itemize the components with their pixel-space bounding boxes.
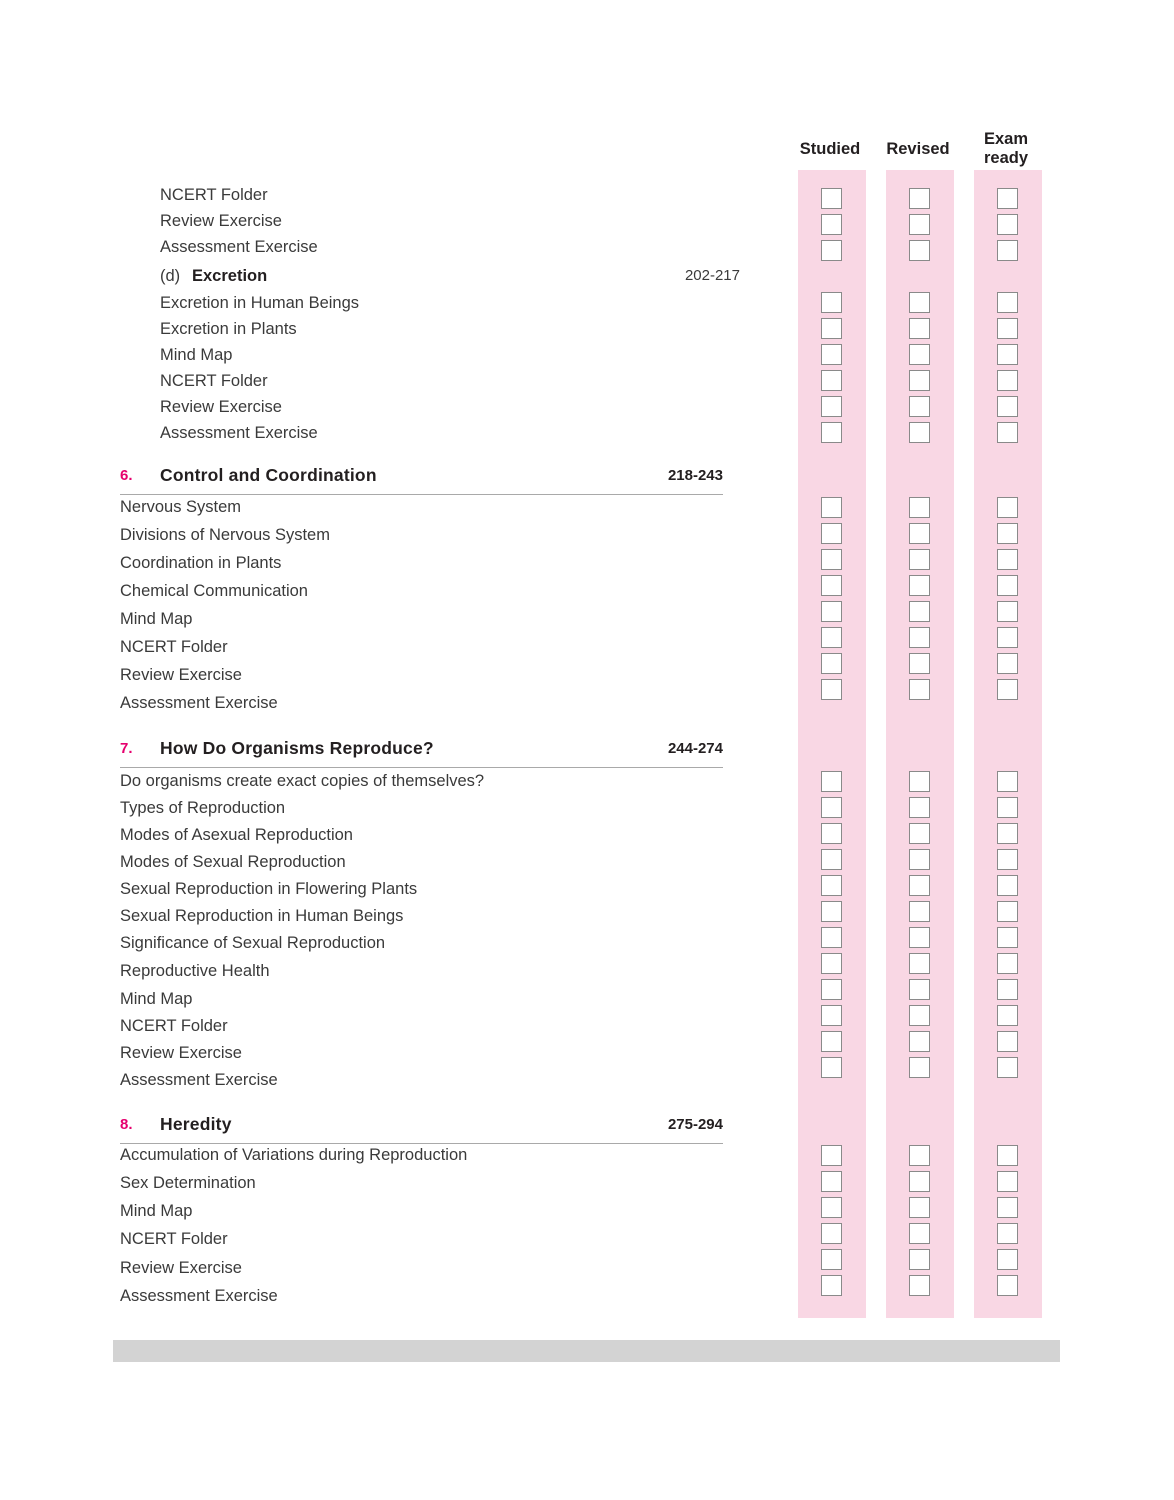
checkbox-revised-34[interactable] bbox=[909, 1275, 930, 1296]
list-item bbox=[120, 768, 740, 794]
column-header-studied: Studied bbox=[799, 140, 861, 158]
checkbox-exam-ready-10[interactable] bbox=[997, 523, 1018, 544]
checkbox-exam-ready-16[interactable] bbox=[997, 679, 1018, 700]
checkbox-exam-ready-2[interactable] bbox=[997, 240, 1018, 261]
checkbox-studied-24[interactable] bbox=[821, 953, 842, 974]
checkbox-studied-25[interactable] bbox=[821, 979, 842, 1000]
checkbox-revised-9[interactable] bbox=[909, 497, 930, 518]
checkbox-studied-27[interactable] bbox=[821, 1031, 842, 1052]
checkbox-studied-16[interactable] bbox=[821, 679, 842, 700]
list-item bbox=[120, 1040, 740, 1066]
checkbox-exam-ready-24[interactable] bbox=[997, 953, 1018, 974]
list-item-label: NCERT Folder bbox=[160, 372, 268, 390]
list-item bbox=[120, 494, 740, 520]
chapter-title: How Do Organisms Reproduce? bbox=[160, 738, 434, 758]
list-item bbox=[120, 822, 740, 848]
checkbox-exam-ready-7[interactable] bbox=[997, 396, 1018, 417]
checkbox-studied-11[interactable] bbox=[821, 549, 842, 570]
list-item-label: Coordination in Plants bbox=[120, 554, 282, 572]
checkbox-revised-6[interactable] bbox=[909, 370, 930, 391]
checkbox-exam-ready-22[interactable] bbox=[997, 901, 1018, 922]
chapter-page-range: 275-294 bbox=[667, 1116, 723, 1133]
checkbox-studied-2[interactable] bbox=[821, 240, 842, 261]
list-item bbox=[120, 1283, 740, 1309]
list-item bbox=[120, 1142, 740, 1168]
checkbox-revised-21[interactable] bbox=[909, 875, 930, 896]
column-header-exam-ready-line1: Exam bbox=[983, 130, 1029, 148]
checkbox-exam-ready-18[interactable] bbox=[997, 797, 1018, 818]
checkbox-studied-0[interactable] bbox=[821, 188, 842, 209]
checkbox-studied-7[interactable] bbox=[821, 396, 842, 417]
checkbox-studied-6[interactable] bbox=[821, 370, 842, 391]
checkbox-exam-ready-23[interactable] bbox=[997, 927, 1018, 948]
list-item bbox=[120, 1198, 740, 1224]
list-item bbox=[120, 849, 740, 875]
checkbox-studied-26[interactable] bbox=[821, 1005, 842, 1026]
list-item bbox=[120, 903, 740, 929]
chapter-title: Control and Coordination bbox=[160, 465, 377, 485]
checkbox-studied-32[interactable] bbox=[821, 1223, 842, 1244]
list-item-label: Review Exercise bbox=[120, 1044, 242, 1062]
list-item-label: Chemical Communication bbox=[120, 582, 308, 600]
chapter-number: 8. bbox=[120, 1116, 133, 1133]
list-item-label: Modes of Asexual Reproduction bbox=[120, 826, 353, 844]
list-item-label: Assessment Exercise bbox=[160, 424, 318, 442]
checkbox-studied-31[interactable] bbox=[821, 1197, 842, 1218]
chapter-heading bbox=[120, 1113, 723, 1144]
checkbox-revised-11[interactable] bbox=[909, 549, 930, 570]
checkbox-studied-22[interactable] bbox=[821, 901, 842, 922]
list-item-label: Do organisms create exact copies of themselves? bbox=[120, 772, 485, 790]
checkbox-revised-15[interactable] bbox=[909, 653, 930, 674]
checkbox-studied-18[interactable] bbox=[821, 797, 842, 818]
checkbox-revised-26[interactable] bbox=[909, 1005, 930, 1026]
checkbox-studied-10[interactable] bbox=[821, 523, 842, 544]
checkbox-revised-28[interactable] bbox=[909, 1057, 930, 1078]
list-item bbox=[120, 208, 740, 234]
sub-chapter-letter: (d) bbox=[160, 267, 181, 285]
checkbox-studied-33[interactable] bbox=[821, 1249, 842, 1270]
checkbox-revised-22[interactable] bbox=[909, 901, 930, 922]
column-header-exam-ready bbox=[966, 130, 1046, 168]
list-item bbox=[120, 342, 740, 368]
checkbox-revised-33[interactable] bbox=[909, 1249, 930, 1270]
checkbox-exam-ready-25[interactable] bbox=[997, 979, 1018, 1000]
checkbox-studied-3[interactable] bbox=[821, 292, 842, 313]
checkbox-exam-ready-28[interactable] bbox=[997, 1057, 1018, 1078]
list-item bbox=[120, 606, 740, 632]
checkbox-exam-ready-27[interactable] bbox=[997, 1031, 1018, 1052]
chapter-page-range: 244-274 bbox=[667, 740, 723, 757]
list-item bbox=[120, 234, 740, 260]
checkbox-exam-ready-34[interactable] bbox=[997, 1275, 1018, 1296]
list-item bbox=[120, 930, 740, 956]
checkbox-studied-12[interactable] bbox=[821, 575, 842, 596]
list-item-label: Review Exercise bbox=[120, 1259, 242, 1277]
checkbox-studied-30[interactable] bbox=[821, 1171, 842, 1192]
list-item-label: Excretion in Human Beings bbox=[160, 294, 360, 312]
checkbox-exam-ready-30[interactable] bbox=[997, 1171, 1018, 1192]
list-item bbox=[120, 986, 740, 1012]
checkbox-studied-8[interactable] bbox=[821, 422, 842, 443]
list-item bbox=[120, 420, 740, 446]
list-item-label: NCERT Folder bbox=[120, 638, 228, 656]
checkbox-revised-18[interactable] bbox=[909, 797, 930, 818]
list-item bbox=[120, 634, 740, 660]
checkbox-revised-1[interactable] bbox=[909, 214, 930, 235]
checkbox-studied-29[interactable] bbox=[821, 1145, 842, 1166]
checkbox-revised-2[interactable] bbox=[909, 240, 930, 261]
checkbox-revised-3[interactable] bbox=[909, 292, 930, 313]
checkbox-revised-25[interactable] bbox=[909, 979, 930, 1000]
list-item-label: Accumulation of Variations during Reproduction bbox=[120, 1146, 468, 1164]
checkbox-exam-ready-17[interactable] bbox=[997, 771, 1018, 792]
list-item bbox=[120, 290, 740, 316]
checklist-column-headers bbox=[790, 128, 1050, 168]
list-item-label: NCERT Folder bbox=[160, 186, 268, 204]
list-item bbox=[120, 876, 740, 902]
list-item-label: Divisions of Nervous System bbox=[120, 526, 330, 544]
checkbox-revised-14[interactable] bbox=[909, 627, 930, 648]
checkbox-studied-21[interactable] bbox=[821, 875, 842, 896]
checkbox-studied-14[interactable] bbox=[821, 627, 842, 648]
checkbox-studied-19[interactable] bbox=[821, 823, 842, 844]
checkbox-revised-24[interactable] bbox=[909, 953, 930, 974]
checkbox-studied-20[interactable] bbox=[821, 849, 842, 870]
checkbox-revised-10[interactable] bbox=[909, 523, 930, 544]
checkbox-studied-4[interactable] bbox=[821, 318, 842, 339]
checkbox-column-revised bbox=[886, 170, 954, 1318]
list-item bbox=[120, 662, 740, 688]
checkbox-studied-28[interactable] bbox=[821, 1057, 842, 1078]
checkbox-exam-ready-11[interactable] bbox=[997, 549, 1018, 570]
list-item-label: Review Exercise bbox=[160, 212, 282, 230]
checkbox-studied-34[interactable] bbox=[821, 1275, 842, 1296]
checkbox-exam-ready-9[interactable] bbox=[997, 497, 1018, 518]
checkbox-revised-32[interactable] bbox=[909, 1223, 930, 1244]
list-item bbox=[120, 958, 740, 984]
checkbox-studied-15[interactable] bbox=[821, 653, 842, 674]
checkbox-exam-ready-1[interactable] bbox=[997, 214, 1018, 235]
list-item-label: Assessment Exercise bbox=[120, 1071, 278, 1089]
list-item-label: Review Exercise bbox=[120, 666, 242, 684]
column-header-revised: Revised bbox=[886, 140, 950, 158]
list-item bbox=[120, 1226, 740, 1252]
list-item bbox=[120, 316, 740, 342]
sub-chapter-page-range: 202-217 bbox=[684, 267, 740, 284]
checkbox-exam-ready-19[interactable] bbox=[997, 823, 1018, 844]
list-item-label: NCERT Folder bbox=[120, 1017, 228, 1035]
checkbox-exam-ready-32[interactable] bbox=[997, 1223, 1018, 1244]
checkbox-revised-19[interactable] bbox=[909, 823, 930, 844]
checkbox-exam-ready-0[interactable] bbox=[997, 188, 1018, 209]
checkbox-exam-ready-5[interactable] bbox=[997, 344, 1018, 365]
list-item-label: Nervous System bbox=[120, 498, 242, 516]
checkbox-column-exam-ready bbox=[974, 170, 1042, 1318]
list-item bbox=[120, 690, 740, 716]
chapter-number: 7. bbox=[120, 740, 133, 757]
list-item bbox=[120, 394, 740, 420]
checkbox-revised-13[interactable] bbox=[909, 601, 930, 622]
checkbox-exam-ready-3[interactable] bbox=[997, 292, 1018, 313]
checkbox-exam-ready-29[interactable] bbox=[997, 1145, 1018, 1166]
list-item-label: Assessment Exercise bbox=[120, 1287, 278, 1305]
checkbox-exam-ready-8[interactable] bbox=[997, 422, 1018, 443]
checkbox-exam-ready-6[interactable] bbox=[997, 370, 1018, 391]
checkbox-revised-12[interactable] bbox=[909, 575, 930, 596]
checkbox-exam-ready-13[interactable] bbox=[997, 601, 1018, 622]
chapter-heading bbox=[120, 464, 723, 495]
chapter-page-range: 218-243 bbox=[667, 467, 723, 484]
sub-chapter-title: Excretion bbox=[192, 267, 268, 285]
list-item-label: Mind Map bbox=[120, 990, 193, 1008]
checkbox-studied-5[interactable] bbox=[821, 344, 842, 365]
list-item bbox=[120, 1170, 740, 1196]
list-item bbox=[120, 550, 740, 576]
checkbox-revised-5[interactable] bbox=[909, 344, 930, 365]
checkbox-studied-17[interactable] bbox=[821, 771, 842, 792]
list-item bbox=[120, 578, 740, 604]
checkbox-revised-16[interactable] bbox=[909, 679, 930, 700]
list-item-label: Modes of Sexual Reproduction bbox=[120, 853, 346, 871]
list-item bbox=[120, 1013, 740, 1039]
list-item-label: Sexual Reproduction in Flowering Plants bbox=[120, 880, 418, 898]
checkbox-revised-30[interactable] bbox=[909, 1171, 930, 1192]
list-item-label: Reproductive Health bbox=[120, 962, 270, 980]
list-item-label: Assessment Exercise bbox=[120, 694, 278, 712]
chapter-heading bbox=[120, 737, 723, 768]
sub-chapter-heading bbox=[120, 263, 740, 289]
checkbox-revised-23[interactable] bbox=[909, 927, 930, 948]
checkbox-revised-27[interactable] bbox=[909, 1031, 930, 1052]
checkbox-exam-ready-20[interactable] bbox=[997, 849, 1018, 870]
list-item-label: Excretion in Plants bbox=[160, 320, 297, 338]
chapter-number: 6. bbox=[120, 467, 133, 484]
list-item-label: Sex Determination bbox=[120, 1174, 256, 1192]
list-item-label: Mind Map bbox=[160, 346, 233, 364]
checkbox-revised-29[interactable] bbox=[909, 1145, 930, 1166]
list-item-label: Significance of Sexual Reproduction bbox=[120, 934, 386, 952]
list-item bbox=[120, 368, 740, 394]
checkbox-column-studied bbox=[798, 170, 866, 1318]
checkbox-exam-ready-4[interactable] bbox=[997, 318, 1018, 339]
checkbox-revised-0[interactable] bbox=[909, 188, 930, 209]
checkbox-exam-ready-26[interactable] bbox=[997, 1005, 1018, 1026]
list-item-label: NCERT Folder bbox=[120, 1230, 228, 1248]
chapter-title: Heredity bbox=[160, 1114, 232, 1134]
footer-bar bbox=[113, 1340, 1060, 1362]
list-item-label: Assessment Exercise bbox=[160, 238, 318, 256]
list-item bbox=[120, 182, 740, 208]
checkbox-exam-ready-21[interactable] bbox=[997, 875, 1018, 896]
checkbox-revised-31[interactable] bbox=[909, 1197, 930, 1218]
list-item bbox=[120, 522, 740, 548]
list-item-label: Sexual Reproduction in Human Beings bbox=[120, 907, 404, 925]
list-item-label: Mind Map bbox=[120, 1202, 193, 1220]
list-item-label: Types of Reproduction bbox=[120, 799, 286, 817]
list-item bbox=[120, 1067, 740, 1093]
list-item-label: Mind Map bbox=[120, 610, 193, 628]
checkbox-revised-4[interactable] bbox=[909, 318, 930, 339]
checkbox-revised-20[interactable] bbox=[909, 849, 930, 870]
list-item-label: Review Exercise bbox=[160, 398, 282, 416]
checkbox-studied-23[interactable] bbox=[821, 927, 842, 948]
checkbox-studied-9[interactable] bbox=[821, 497, 842, 518]
checkbox-exam-ready-14[interactable] bbox=[997, 627, 1018, 648]
checkbox-revised-8[interactable] bbox=[909, 422, 930, 443]
checkbox-exam-ready-15[interactable] bbox=[997, 653, 1018, 674]
column-header-exam-ready-line2: ready bbox=[983, 148, 1029, 167]
checkbox-revised-7[interactable] bbox=[909, 396, 930, 417]
checkbox-studied-1[interactable] bbox=[821, 214, 842, 235]
checkbox-exam-ready-31[interactable] bbox=[997, 1197, 1018, 1218]
list-item bbox=[120, 1255, 740, 1281]
checkbox-exam-ready-33[interactable] bbox=[997, 1249, 1018, 1270]
checkbox-studied-13[interactable] bbox=[821, 601, 842, 622]
checkbox-exam-ready-12[interactable] bbox=[997, 575, 1018, 596]
checkbox-revised-17[interactable] bbox=[909, 771, 930, 792]
list-item bbox=[120, 795, 740, 821]
